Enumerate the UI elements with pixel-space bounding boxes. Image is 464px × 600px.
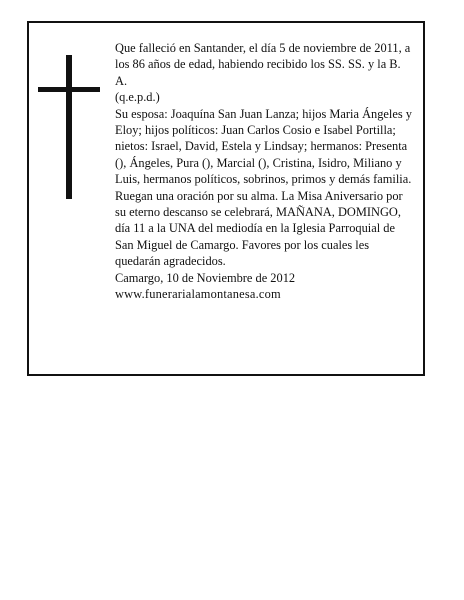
cross-horizontal-bar bbox=[38, 87, 100, 92]
death-statement: Que falleció en Santander, el día 5 de noviembre de 2011, a los 86 años de edad, habiendo recibido los SS. SS. y la B. A. bbox=[115, 41, 411, 88]
cross-icon bbox=[38, 55, 100, 199]
cross-vertical-bar bbox=[66, 55, 72, 199]
notice-text bbox=[115, 40, 415, 303]
family-list: Su esposa: Joaquína San Juan Lanza; hijos Maria Ángeles y Eloy; hijos políticos: Juan Carlos Cosio e Isabel Portilla; nietos: Israel, David, Estela y Lindsay; hermanos: Presenta (), Ángeles, Pura (), Marcial (), Cristina, Isidro, Miliano y Luis, hermanos políticos, sobrinos, primos y demás familia. bbox=[115, 106, 412, 187]
obituary-notice bbox=[27, 21, 425, 376]
website-text: www.funerarialamontanesa.com bbox=[115, 287, 281, 302]
prayer-request: Ruegan una oración por su alma. La Misa Aniversario por su eterno descanso se celebrará, MAÑANA, DOMINGO, día 11 a la UNA del mediodía en la Iglesia Parroquial de San Miguel de Camargo. Favores por los cuales les quedarán agradecidos. bbox=[115, 188, 403, 269]
place-date: Camargo, 10 de Noviembre de 2012 bbox=[115, 270, 296, 285]
qepd-text: (q.e.p.d.) bbox=[115, 90, 160, 105]
